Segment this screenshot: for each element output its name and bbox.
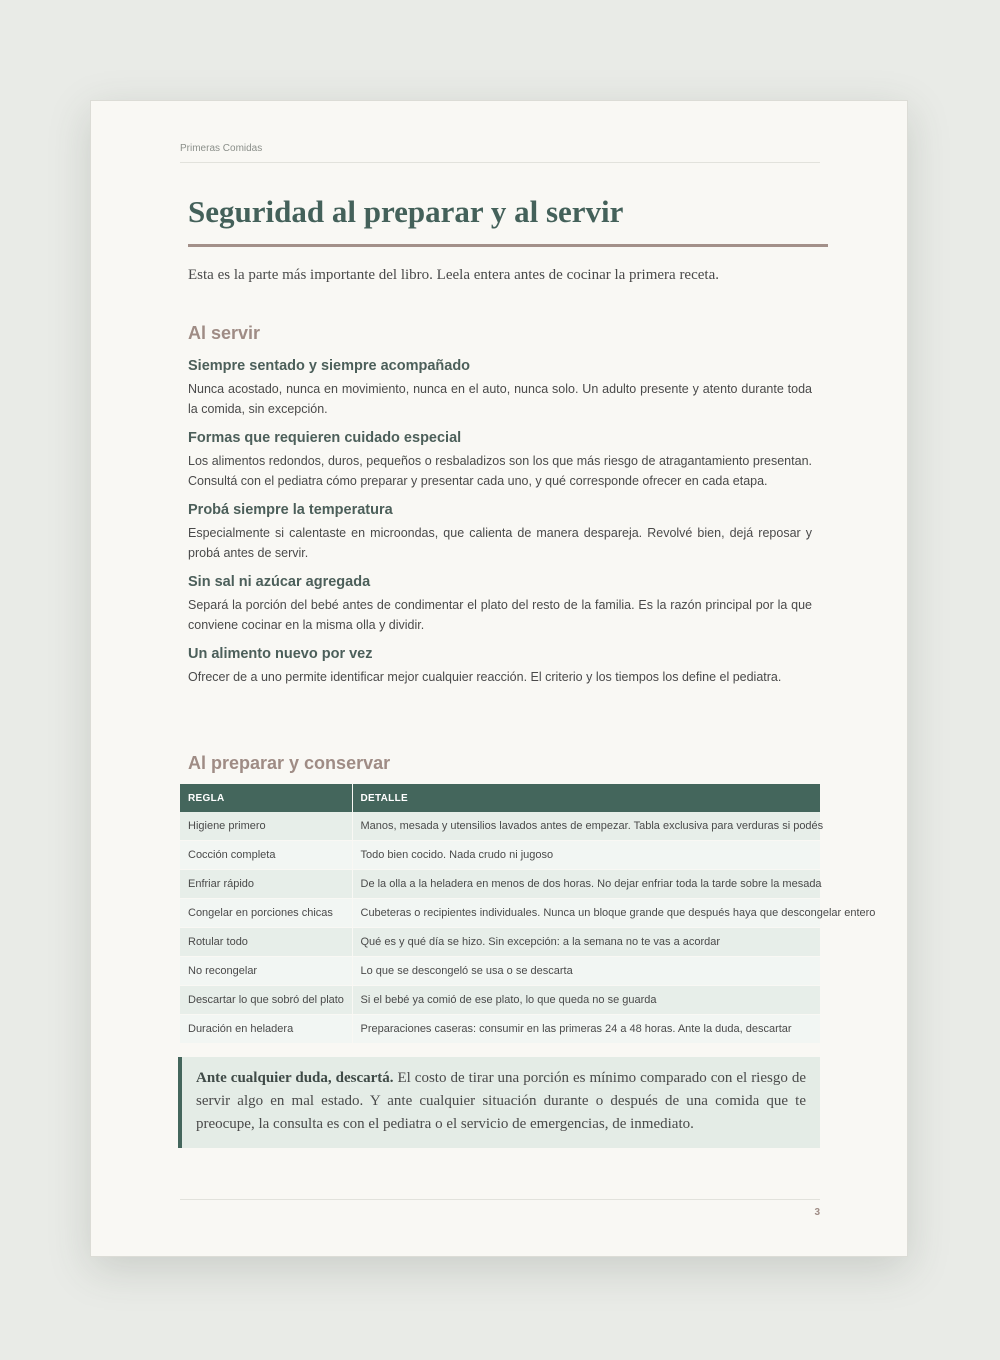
section-heading-prep: Al preparar y conservar	[188, 753, 391, 773]
cell-detail: Manos, mesada y utensilios lavados antes de empezar. Tabla exclusiva para verduras si podés	[352, 812, 820, 841]
rule-text: Ofrecer de a uno permite identificar mejor cualquier reacción. El criterio y los tiempos los define el pediatra.	[188, 670, 782, 684]
cell-detail: Cubeteras o recipientes individuales. Nunca un bloque grande que después haya que descongelar entero	[352, 899, 820, 928]
cell-detail: Si el bebé ya comió de ese plato, lo que queda no se guarda	[352, 986, 820, 1015]
page-number: 3	[814, 1207, 820, 1218]
rule-title: Siempre sentado y siempre acompañado	[188, 358, 471, 374]
intro-paragraph: Esta es la parte más importante del libro. Leela entera antes de cocinar la primera receta.	[188, 267, 719, 283]
rule-title: Formas que requieren cuidado especial	[188, 430, 462, 446]
rule-title: Un alimento nuevo por vez	[188, 646, 373, 662]
callout-text: El costo de tirar una porción es mínimo comparado con el riesgo de servir algo en mal estado. Y ante cualquier situación durante o después de una comida que te preocupe, la consulta es con el pediatra o el servicio de emergencias, de inmediato.	[196, 1070, 806, 1132]
cell-rule: No recongelar	[180, 957, 352, 986]
column-header-detail: DETALLE	[352, 784, 820, 812]
cell-detail: Lo que se descongeló se usa o se descarta	[352, 957, 820, 986]
cell-rule: Descartar lo que sobró del plato	[180, 986, 352, 1015]
cell-detail: De la olla a la heladera en menos de dos horas. No dejar enfriar toda la tarde sobre la mesada	[352, 870, 820, 899]
rule-title: Sin sal ni azúcar agregada	[188, 574, 371, 590]
table-row	[180, 812, 820, 841]
prep-rules-table	[180, 784, 876, 1044]
rule-text: Especialmente si calentaste en microondas, que calienta de manera despareja. Revolvé bien, dejá reposar y probá antes de servir.	[188, 526, 812, 560]
serve-rules	[188, 358, 812, 699]
callout-lead: Ante cualquier duda, descartá.	[196, 1070, 394, 1086]
cell-rule: Congelar en porciones chicas	[180, 899, 352, 928]
table-row	[180, 928, 820, 957]
running-head: Primeras Comidas	[180, 143, 820, 163]
table-header-row	[180, 784, 820, 812]
cell-rule: Rotular todo	[180, 928, 352, 957]
table-row	[180, 957, 820, 986]
table-row	[180, 870, 820, 899]
cell-detail: Preparaciones caseras: consumir en las primeras 24 a 48 horas. Ante la duda, descartar	[352, 1015, 820, 1044]
page-title: Seguridad al preparar y al servir	[188, 194, 828, 247]
section-heading-serve: Al servir	[188, 323, 261, 343]
rule-text: Los alimentos redondos, duros, pequeños o resbaladizos son los que más riesgo de atragantamiento presentan. Consultá con el pediatra cómo preparar y presentar cada uno, y qué corresponde ofrecer en cada etapa.	[188, 454, 812, 488]
cell-rule: Duración en heladera	[180, 1015, 352, 1044]
table-row	[180, 1015, 820, 1044]
column-header-rule: REGLA	[180, 784, 352, 812]
footer-divider	[180, 1199, 820, 1200]
table-row	[180, 841, 820, 870]
table-row	[180, 899, 820, 928]
rule-text: Nunca acostado, nunca en movimiento, nunca en el auto, nunca solo. Un adulto presente y atento durante toda la comida, sin excepción.	[188, 382, 812, 416]
document-page	[90, 100, 908, 1257]
rule-title: Probá siempre la temperatura	[188, 502, 393, 518]
cell-detail: Todo bien cocido. Nada crudo ni jugoso	[352, 841, 820, 870]
cell-rule: Enfriar rápido	[180, 870, 352, 899]
cell-rule: Cocción completa	[180, 841, 352, 870]
table-row	[180, 986, 820, 1015]
warning-callout	[178, 1057, 820, 1148]
cell-detail: Qué es y qué día se hizo. Sin excepción: a la semana no te vas a acordar	[352, 928, 820, 957]
cell-rule: Higiene primero	[180, 812, 352, 841]
rule-text: Separá la porción del bebé antes de condimentar el plato del resto de la familia. Es la razón principal por la que conviene cocinar en la misma olla y dividir.	[188, 598, 812, 632]
